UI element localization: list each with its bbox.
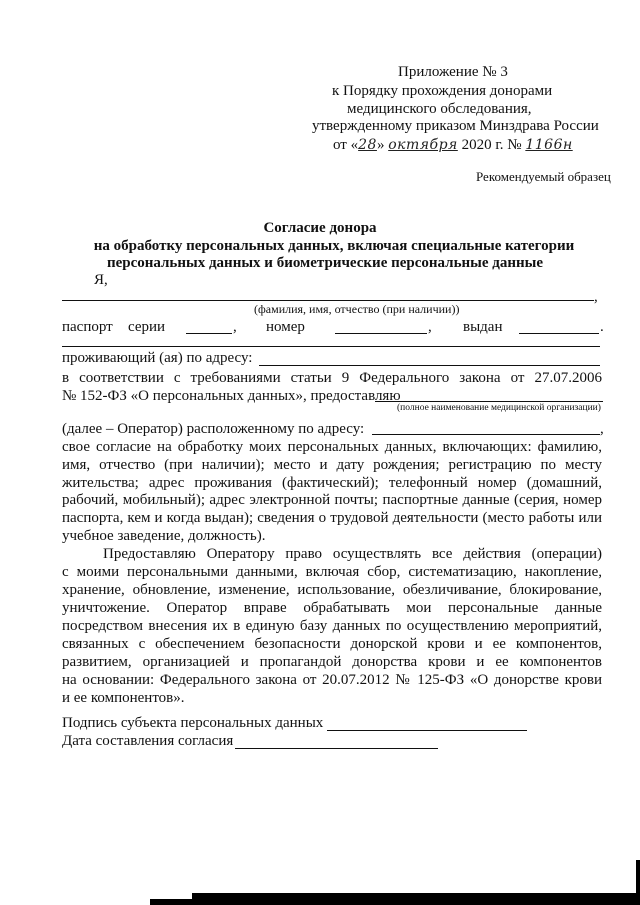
accordance-line: в соответствии с требованиями статьи 9 Федерального закона от 27.07.2006: [62, 370, 602, 386]
header-line-4: утвержденному приказом Минздрава России: [312, 118, 599, 134]
consent-line-3: жительства; адрес проживания (фактический); телефонный номер (домашний,: [62, 475, 602, 491]
operator-address-line: [372, 434, 600, 435]
signature-line: [327, 730, 527, 731]
grant-line-5: посредством внесения их в единую базу данных по осуществлению мероприятий,: [62, 618, 602, 634]
consent-line-1: свое согласие на обработку моих персональных данных, включающих: фамилию,: [62, 439, 602, 455]
grant-last-line: и ее компонентов».: [62, 690, 185, 706]
passport-label: паспорт: [62, 319, 113, 335]
header-line-2: к Порядку прохождения донорами: [332, 83, 553, 99]
grant-line-7: развитием, организацией и пропагандой донорства крови и ее компонентов: [62, 654, 602, 670]
scan-border-bottom-left: [150, 899, 192, 905]
grant-line-2: с моими персональными данными, включая сбор, систематизацию, накопление,: [62, 564, 602, 580]
org-caption: (полное наименование медицинской организации): [397, 403, 601, 413]
consent-line-5: паспорта, кем и когда выдан); сведения о трудовой деятельности (место работы или: [62, 510, 602, 526]
org-name-line: [375, 401, 603, 402]
operator-line: (далее – Оператор) расположенному по адресу:: [62, 421, 365, 437]
grant-line-8: на основании: Федерального закона от 20.07.2012 № 125-ФЗ «О донорстве крови: [62, 672, 602, 688]
fio-line: [62, 300, 594, 301]
number-line: [335, 333, 427, 334]
passport-extra-line: [62, 346, 600, 347]
title-line-3: персональных данных и биометрические персональные данные: [106, 255, 544, 271]
issued-dot: .: [600, 319, 604, 335]
date-mid: »: [376, 137, 385, 153]
residing-line: [259, 365, 600, 366]
date-year: 2020 г. №: [461, 137, 522, 153]
signature-label: Подпись субъекта персональных данных: [62, 715, 324, 731]
date-month-handwritten: октября: [388, 137, 458, 153]
grant-line-6: связанных с обеспечением безопасности донорской крови и ее компонентов,: [62, 636, 602, 652]
date-day-handwritten: 28: [358, 137, 377, 153]
consent-line-4: рабочий, мобильный); адрес электронной почты; паспортные данные (серия, номер: [62, 492, 602, 508]
consent-line-2: имя, отчество (при наличии); место и дату рождения; регистрацию по месту: [62, 457, 602, 473]
date-label: Дата составления согласия: [62, 733, 234, 749]
number-label: номер: [266, 319, 305, 335]
grant-line-4: уничтожение. Оператор вправе обрабатывать мои персональные данные: [62, 600, 602, 616]
operator-comma: ,: [600, 421, 604, 437]
scan-border-right: [636, 860, 640, 905]
date-line: [235, 748, 438, 749]
grant-line-3: хранение, обновление, изменение, использование, обезличивание, блокирование,: [62, 582, 602, 598]
series-label: серии: [128, 319, 166, 335]
scan-border-bottom: [192, 893, 640, 905]
series-comma: ,: [233, 319, 237, 335]
grant-line-1: Предоставляю Оператору право осуществлять все действия (операции): [103, 546, 602, 562]
date-prefix: от «: [333, 137, 359, 153]
header-line-3: медицинского обследования,: [347, 101, 532, 117]
order-number-handwritten: 1166н: [525, 137, 573, 153]
issued-line: [519, 333, 599, 334]
consent-last-line: учебное заведение, должность).: [62, 528, 266, 544]
title-line-2: на обработку персональных данных, включая специальные категории: [93, 238, 575, 254]
law-line: № 152-ФЗ «О персональных данных», предоставляю: [62, 388, 401, 404]
residing-label: проживающий (ая) по адресу:: [62, 350, 253, 366]
appendix-number: Приложение № 3: [398, 64, 508, 80]
title-line-1: Согласие донора: [263, 220, 377, 236]
recommended-sample: Рекомендуемый образец: [476, 169, 611, 184]
number-comma: ,: [428, 319, 432, 335]
fio-caption: (фамилия, имя, отчество (при наличии)): [254, 302, 460, 316]
issued-label: выдан: [463, 319, 503, 335]
order-date-line: [333, 137, 573, 154]
series-line: [186, 333, 232, 334]
ya-label: Я,: [94, 272, 108, 288]
fio-comma: ,: [594, 289, 598, 305]
